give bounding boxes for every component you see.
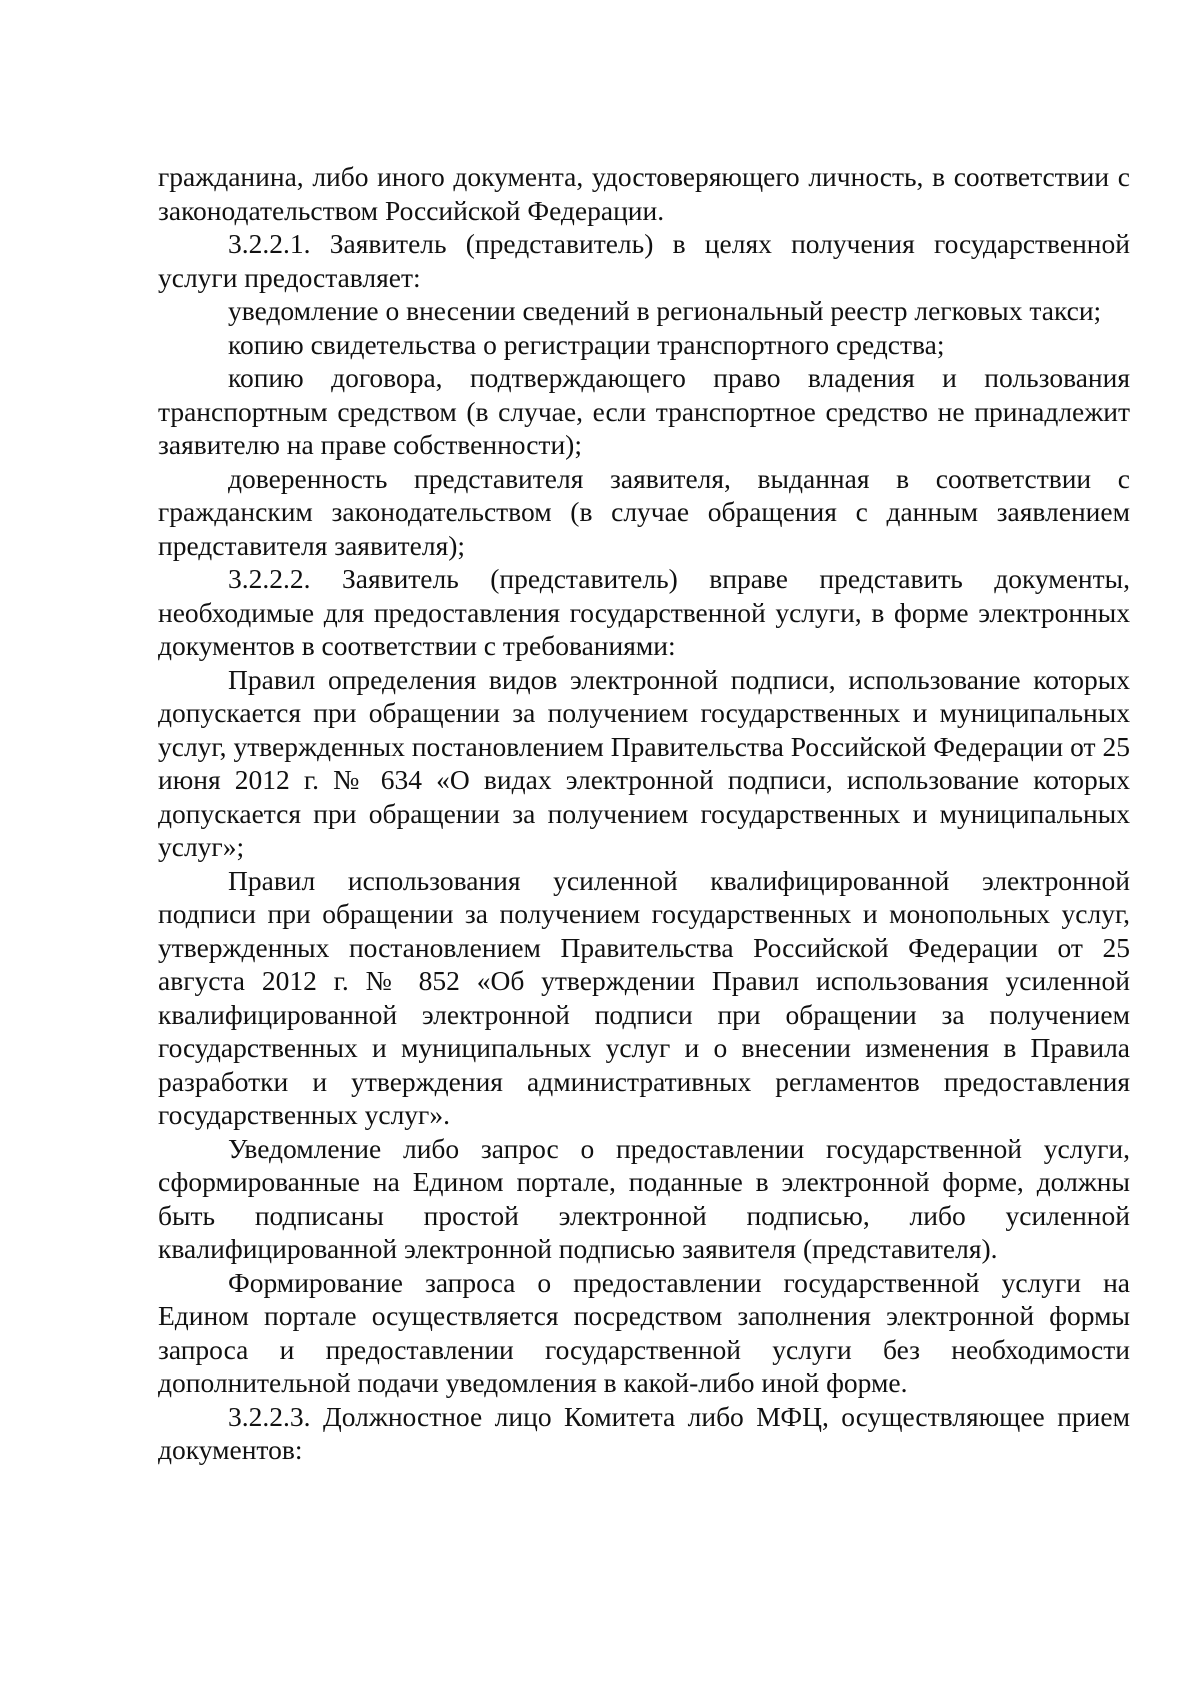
paragraph-3-2-2-2: 3.2.2.2. Заявитель (представитель) вправе представить документы, необходимые для предоставления государственной услуги, в форме электронных документов в соответствии с требованиями: (158, 563, 1130, 661)
paragraph-3-2-2-1: 3.2.2.1. Заявитель (представитель) в целях получения государственной услуги предоставляет: (158, 228, 1130, 293)
paragraph-list-item-notification: уведомление о внесении сведений в региональный реестр легковых такси; (228, 295, 1102, 326)
paragraph-rules-qualified-signature: Правил использования усиленной квалифицированной электронной подписи при обращении за получением государственных и монопольных услуг, утвержденных постановлением Правительства Российской Федерации от 25 августа 2012 г. № 852 «Об утверждении Правил использования усиленной квалифицированной электронной подписи при обращении за получением государственных и муниципальных услуг и о внесении изменения в Правила разработки и утверждения административных регламентов предоставления государственных услуг». (158, 864, 1130, 1130)
paragraph-list-item-contract-copy: копию договора, подтверждающего право владения и пользования транспортным средством (в случае, если транспортное средство не принадлежит заявителю на праве собственности); (158, 362, 1130, 460)
paragraph-3-2-2-3: 3.2.2.3. Должностное лицо Комитета либо МФЦ, осуществляющее прием документов: (158, 1400, 1130, 1465)
paragraph-list-item-registration-copy: копию свидетельства о регистрации транспортного средства; (228, 328, 945, 360)
paragraph-notification-signing: Уведомление либо запрос о предоставлении государственной услуги, сформированные на Едином портале, поданные в электронной форме, должны быть подписаны простой электронной подписью, либо усиленной квалифицированной электронной подписью заявителя (представителя). (158, 1132, 1130, 1264)
paragraph-list-item-power-of-attorney: доверенность представителя заявителя, выданная в соответствии с гражданским законодательством (в случае обращения с данным заявлением представителя заявителя); (158, 462, 1130, 561)
paragraph-request-formation: Формирование запроса о предоставлении государственной услуги на Едином портале осуществляется посредством заполнения электронной формы запроса и предоставлении государственной услуги без необходимости дополнительной подачи уведомления в какой-либо иной форме. (158, 1266, 1130, 1398)
document-body (158, 160, 1130, 1467)
paragraph-rules-signature-types: Правил определения видов электронной подписи, использование которых допускается при обращении за получением государственных и муниципальных услуг, утвержденных постановлением Правительства Российской Федерации от 25 июня 2012 г. № 634 «О видах электронной подписи, использование которых допускается при обращении за получением государственных и муниципальных услуг»; (158, 663, 1130, 862)
paragraph-continuation: гражданина, либо иного документа, удостоверяющего личность, в соответствии с законодательством Российской Федерации. (158, 161, 1130, 226)
